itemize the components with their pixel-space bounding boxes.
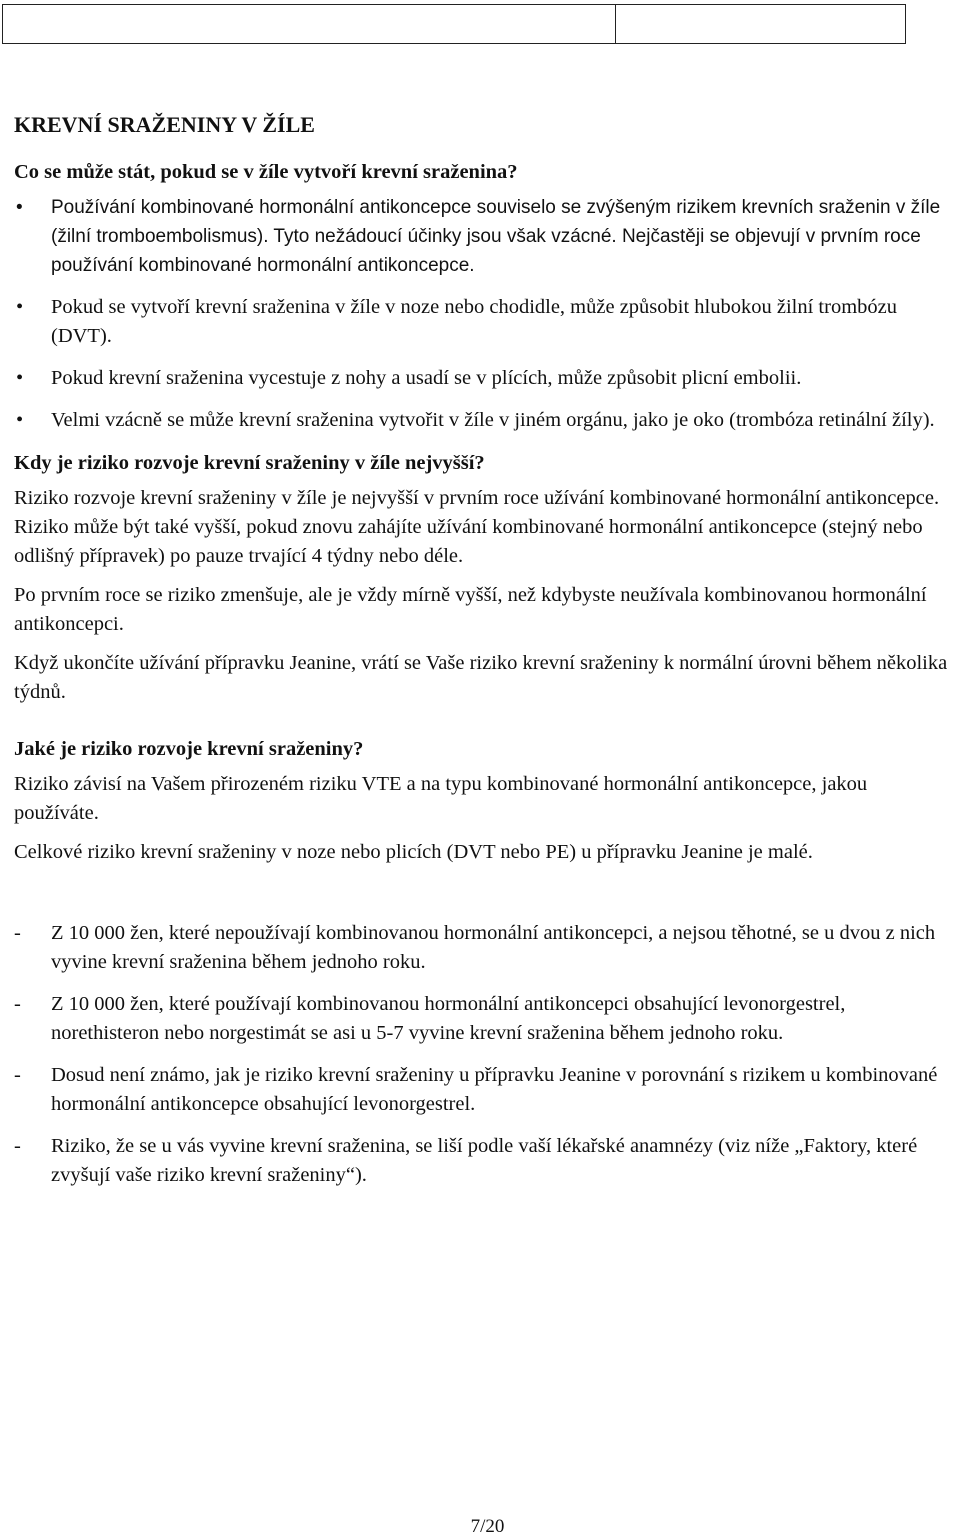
paragraph: Riziko závisí na Vašem přirozeném riziku VTE a na typu kombinované hormonální antikoncepce, jakou používáte.: [14, 773, 868, 824]
bullet-list: [14, 193, 954, 435]
bullet-icon: •: [16, 409, 24, 431]
dash-icon: -: [14, 993, 21, 1015]
dash-item: [14, 1061, 954, 1119]
dash-text: Dosud není známo, jak je riziko krevní sraženiny u přípravku Jeanine v porovnání s rizikem u kombinované hormonální antikoncepce obsahující levonorgestrel.: [51, 1064, 938, 1115]
bullet-item: [14, 293, 954, 351]
dash-item: [14, 1132, 954, 1190]
dash-text: Z 10 000 žen, které používají kombinovanou hormonální antikoncepci obsahující levonorgestrel, norethisteron nebo norgestimát se asi u 5-7 vyvine krevní sraženina během jednoho roku.: [51, 993, 846, 1044]
dash-text: Z 10 000 žen, které nepoužívají kombinovanou hormonální antikoncepci, a nejsou těhotné, se u dvou z nich vyvine krevní sraženina během jednoho roku.: [51, 922, 936, 973]
bullet-item: [14, 406, 954, 435]
header-table: [2, 4, 906, 44]
dash-icon: -: [14, 1064, 21, 1086]
paragraph: Po prvním roce se riziko zmenšuje, ale je vždy mírně vyšší, než kdybyste neužívala kombinovanou hormonální antikoncepci.: [14, 584, 927, 635]
bullet-item: [14, 364, 954, 393]
bullet-icon: •: [16, 296, 24, 318]
section-heading-when-highest: Kdy je riziko rozvoje krevní sraženiny v žíle nejvyšší?: [14, 452, 485, 474]
document-body: [14, 110, 954, 1203]
document-title: KREVNÍ SRAŽENINY V ŽÍLE: [14, 112, 315, 137]
dash-icon: -: [14, 922, 21, 944]
dash-icon: -: [14, 1135, 21, 1157]
section-heading-what-is-risk: Jaké je riziko rozvoje krevní sraženiny?: [14, 738, 364, 760]
dash-item: [14, 990, 954, 1048]
bullet-text: Pokud krevní sraženina vycestuje z nohy a usadí se v plících, může způsobit plicní embolii.: [51, 367, 802, 389]
header-table-divider: [615, 5, 616, 43]
paragraph: Celkové riziko krevní sraženiny v noze nebo plicích (DVT nebo PE) u přípravku Jeanine je malé.: [14, 841, 813, 863]
bullet-text: Používání kombinované hormonální antikoncepce souviselo se zvýšeným rizikem krevních sraženin v žíle (žilní tromboembolismus). Tyto nežádoucí účinky jsou však vzácné. Nejčastěji se objevují v prvním roce používání kombinované hormonální antikoncepce.: [51, 197, 941, 276]
paragraph: Riziko rozvoje krevní sraženiny v žíle je nejvyšší v prvním roce užívání kombinované hormonální antikoncepce. Riziko může být také vyšší, pokud znovu zahájíte užívání kombinované hormonální antikoncepce (stejný nebo odlišný přípravek) po pauze trvající 4 týdny nebo déle.: [14, 487, 940, 567]
dash-list: [14, 919, 954, 1190]
bullet-text: Pokud se vytvoří krevní sraženina v žíle v noze nebo chodidle, může způsobit hlubokou žilní trombózu (DVT).: [51, 296, 897, 347]
page-number: 7/20: [470, 1516, 505, 1537]
bullet-item: [14, 193, 954, 280]
bullet-icon: •: [16, 367, 24, 389]
dash-text: Riziko, že se u vás vyvine krevní sraženina, se liší podle vaší lékařské anamnézy (viz níže „Faktory, které zvyšují vaše riziko krevní sraženiny“).: [51, 1135, 918, 1186]
dash-item: [14, 919, 954, 977]
section-heading-what-can-happen: Co se může stát, pokud se v žíle vytvoří krevní sraženina?: [14, 161, 518, 183]
paragraph: Když ukončíte užívání přípravku Jeanine, vrátí se Vaše riziko krevní sraženiny k normální úrovni během několika týdnů.: [14, 652, 948, 703]
bullet-text: Velmi vzácně se může krevní sraženina vytvořit v žíle v jiném orgánu, jako je oko (trombóza retinální žíly).: [51, 409, 935, 431]
bullet-icon: •: [16, 197, 23, 218]
